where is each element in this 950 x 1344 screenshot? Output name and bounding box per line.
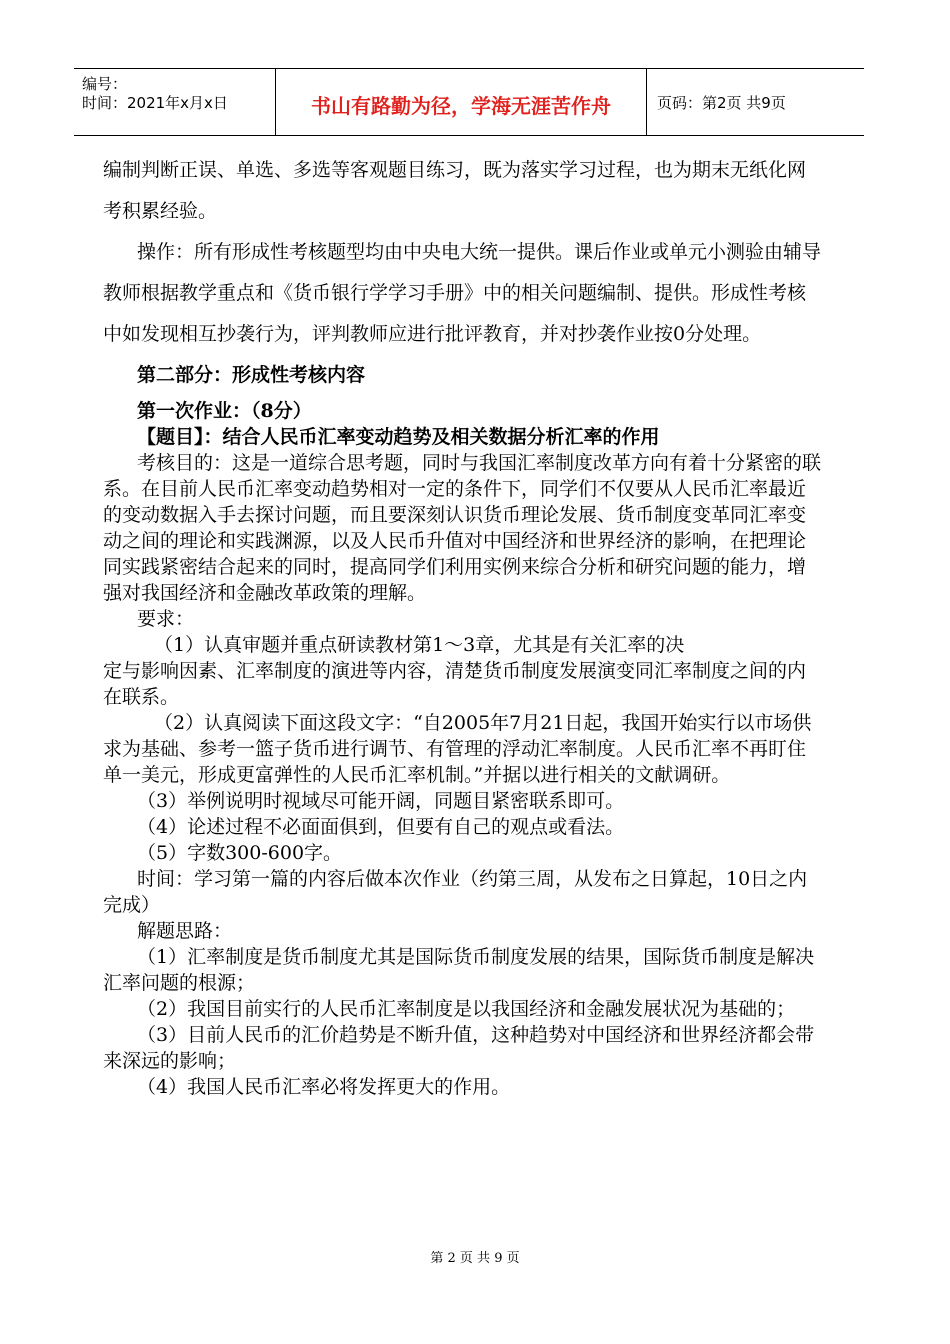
paragraph-intro: 编制判断正误、单选、多选等客观题目练习，既为落实学习过程，也为期末无纸化网考积累经验。 <box>103 159 807 222</box>
document-time-label: 时间：2021年x月x日 <box>82 94 228 112</box>
header-left-cell <box>74 69 276 135</box>
header-motto: 书山有路勤为径，学海无涯苦作舟 <box>311 94 611 118</box>
requirement-1-continued: 定与影响因素、汇率制度的演进等内容，清楚货币制度发展演变同汇率制度之间的内在联系。 <box>103 660 807 708</box>
approach-label: 解题思路： <box>137 920 233 942</box>
header-right-cell <box>647 69 864 135</box>
approach-1: （1）汇率制度是货币制度尤其是国际货币制度发展的结果，国际货币制度是解决汇率问题的根源； <box>103 946 815 994</box>
requirement-1-line-1: （1）认真审题并重点研读教材第1～3章，尤其是有关汇率的决 <box>154 634 685 656</box>
assessment-purpose: 考核目的：这是一道综合思考题，同时与我国汇率制度改革方向有着十分紧密的联系。在目前人民币汇率变动趋势相对一定的条件下，同学们不仅要从人民币汇率最近的变动数据入手去探讨问题，而且要深刻认识货币理论发展、货币制度变革同汇率变动之间的理论和实践渊源，以及人民币升值对中国经济和世界经济的影响，在把理论同实践紧密结合起来的同时，提高同学们利用实例来综合分析和研究问题的能力，增强对我国经济和金融改革政策的理解。 <box>103 452 822 604</box>
approach-2: （2）我国目前实行的人民币汇率制度是以我国经济和金融发展状况为基础的； <box>137 998 796 1020</box>
assignment-title: 第一次作业：（8分） <box>137 400 312 422</box>
header-middle-cell <box>276 69 647 135</box>
requirement-5: （5）字数300-600字。 <box>137 842 343 864</box>
approach-4: （4）我国人民币汇率必将发挥更大的作用。 <box>137 1076 511 1098</box>
paragraph-operation: 操作：所有形成性考核题型均由中央电大统一提供。课后作业或单元小测验由辅导教师根据教学重点和《货币银行学学习手册》中的相关问题编制、提供。形成性考核中如发现相互抄袭行为，评判教师应进行批评教育，并对抄袭作业按0分处理。 <box>103 241 822 345</box>
requirement-4: （4）论述过程不必面面俱到，但要有自己的观点或看法。 <box>137 816 625 838</box>
page-header <box>74 68 864 136</box>
document-body <box>103 150 823 1100</box>
requirement-3: （3）举例说明时视域尽可能开阔，同题目紧密联系即可。 <box>137 790 625 812</box>
assignment-topic: 【题目】：结合人民币汇率变动趋势及相关数据分析汇率的作用 <box>137 426 660 448</box>
header-page-indicator: 页码：第2页 共9页 <box>657 94 786 112</box>
page-footer: 第 2 页 共 9 页 <box>430 1251 520 1266</box>
document-number-label: 编号： <box>82 75 128 93</box>
requirements-label: 要求： <box>137 608 195 630</box>
requirement-2: （2）认真阅读下面这段文字：“自2005年7月21日起，我国开始实行以市场供求为基础、参考一篮子货币进行调节、有管理的浮动汇率制度。人民币汇率不再盯住单一美元，形成更富弹性的人民币汇率机制。”并据以进行相关的文献调研。 <box>103 712 812 786</box>
assignment-time: 时间：学习第一篇的内容后做本次作业（约第三周，从发布之日算起，10日之内完成） <box>103 868 808 916</box>
approach-3: （3）目前人民币的汇价趋势是不断升值，这种趋势对中国经济和世界经济都会带来深远的影响； <box>103 1024 815 1072</box>
section-title: 第二部分：形成性考核内容 <box>137 364 366 386</box>
